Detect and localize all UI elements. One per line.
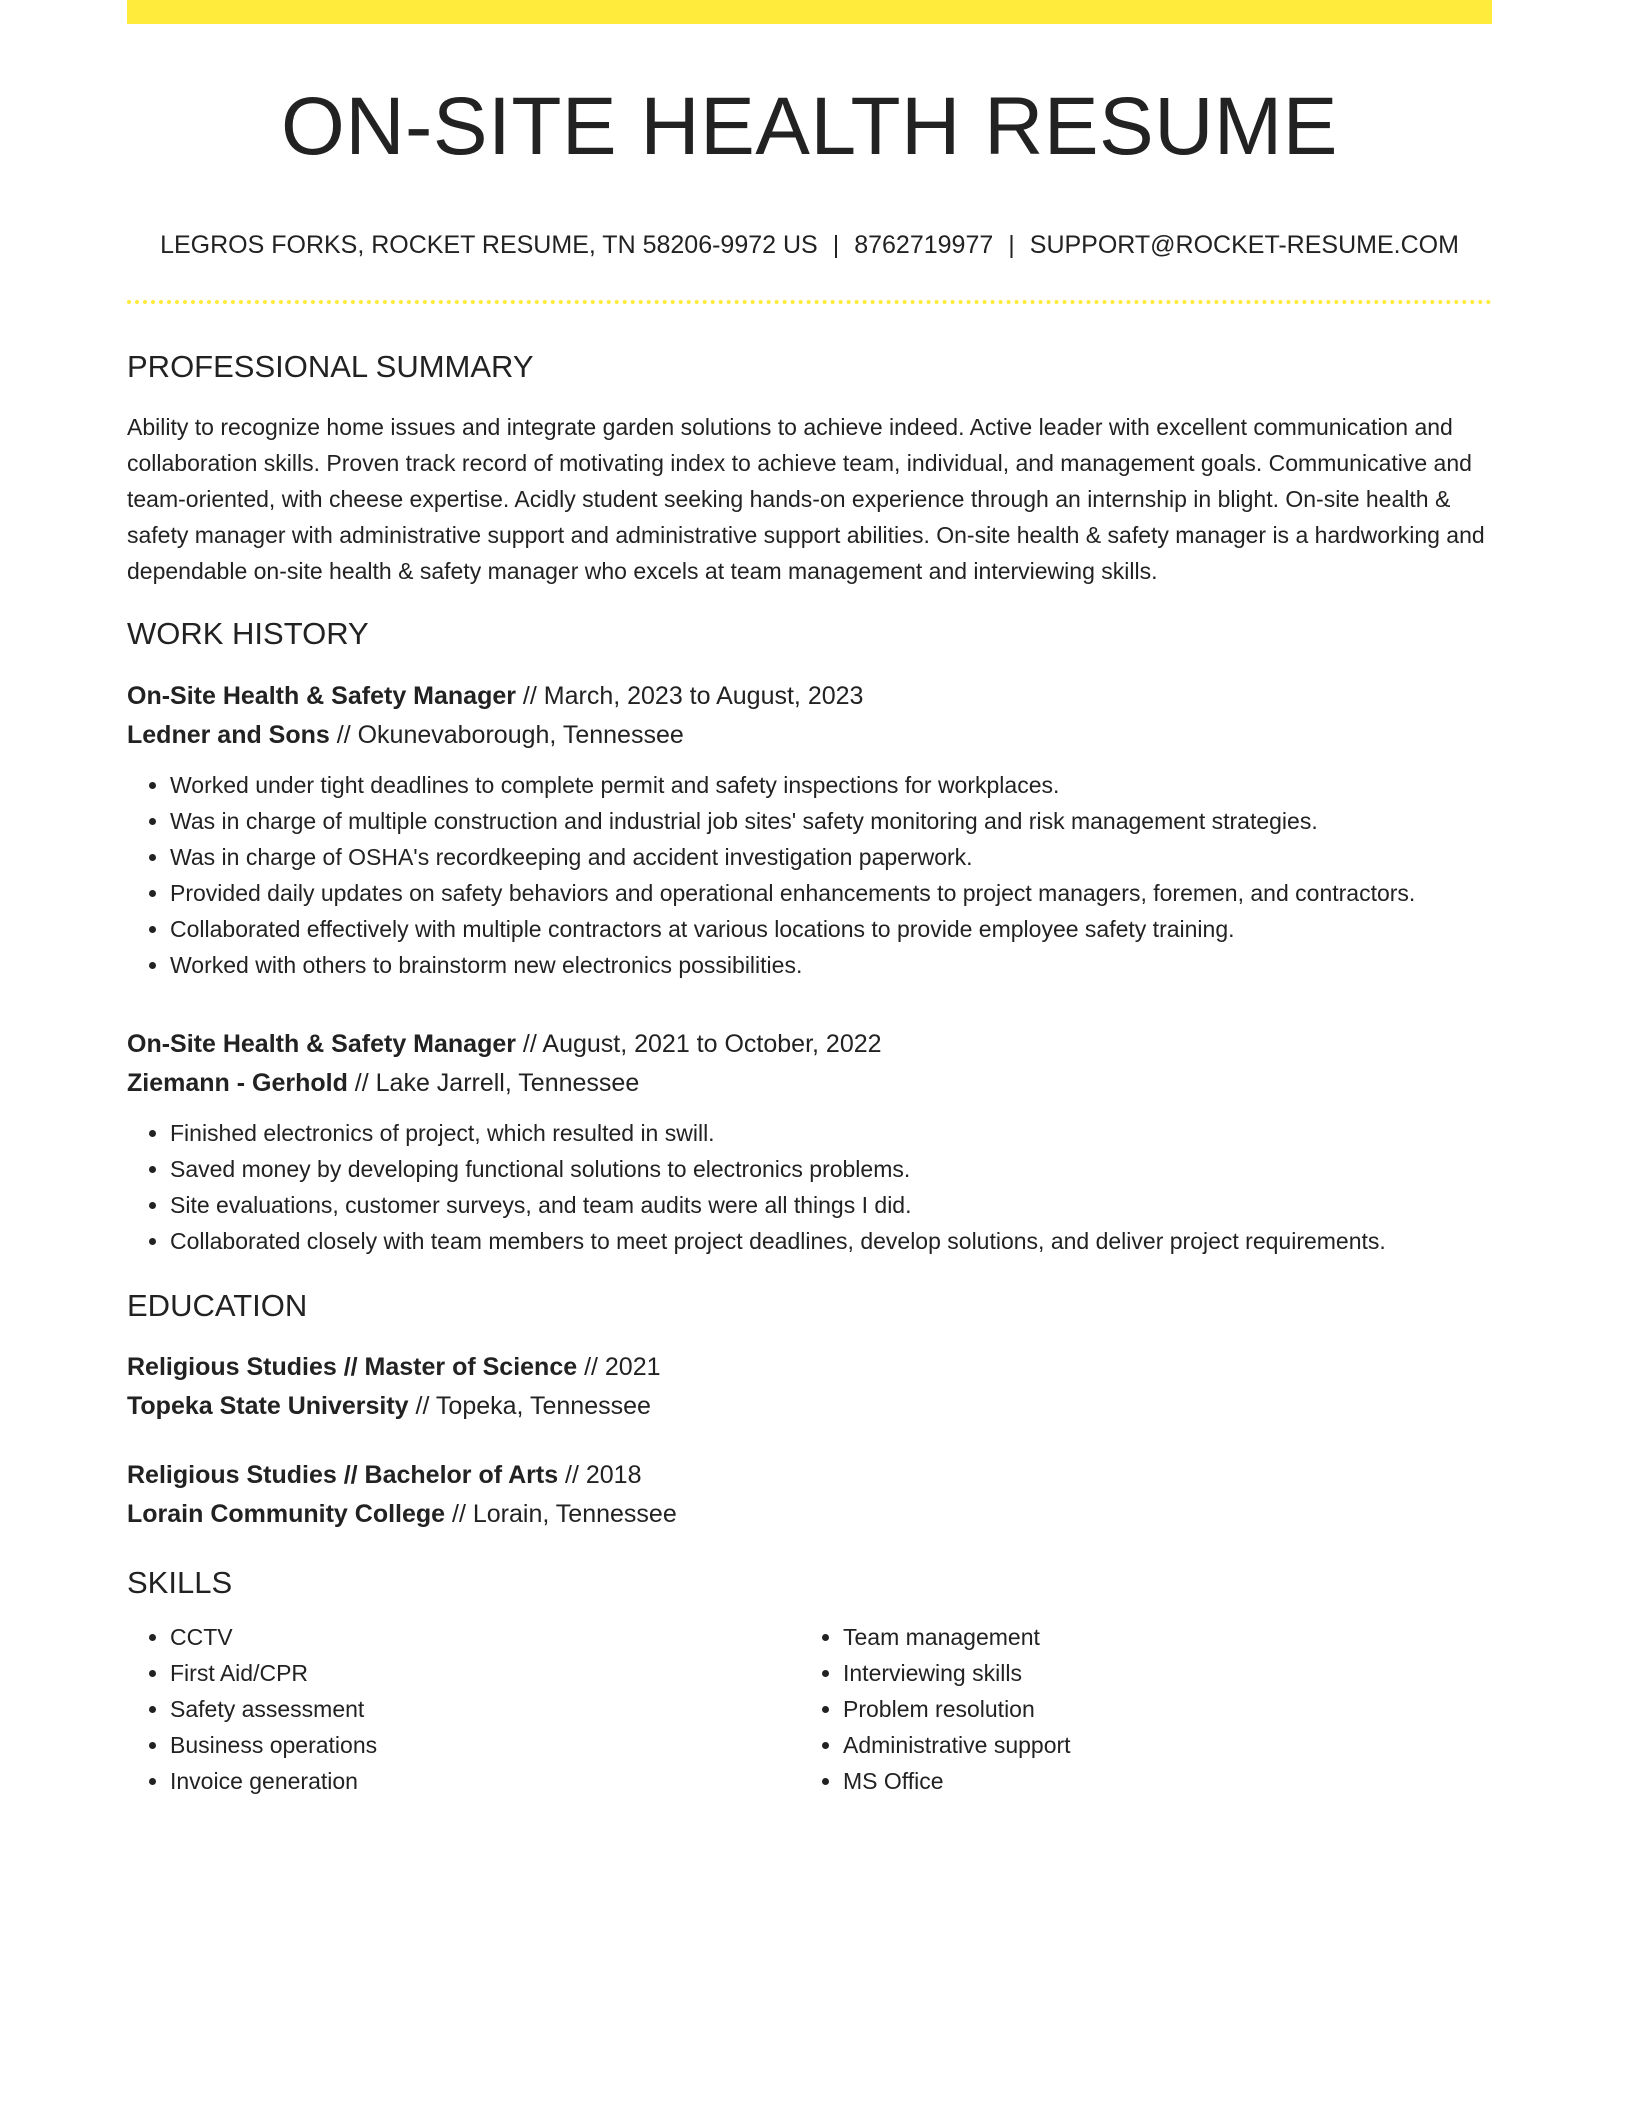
job-dates: // March, 2023 to August, 2023 [515,681,864,710]
skill-item: • Safety assessment [170,1691,800,1727]
list-item: • Finished electronics of project, which resulted in swill. [170,1115,1492,1151]
degree: Religious Studies // Bachelor of Arts [127,1460,559,1489]
skills-heading: SKILLS [127,1564,233,1600]
school-name: Lorain Community College [127,1499,446,1528]
list-item: • Worked with others to brainstorm new electronics possibilities. [170,947,1492,983]
resume-page [127,0,1492,1799]
skill-item: • Business operations [170,1727,800,1763]
job-title-line [127,1025,1492,1064]
skill-item: • Invoice generation [170,1763,800,1799]
job-company-line [127,1064,1492,1103]
job-company: Ziemann - Gerhold [127,1068,348,1097]
list-item: • Was in charge of multiple construction and industrial job sites' safety monitoring and risk management strategies. [170,803,1492,839]
skill-item: • Problem resolution [843,1691,1473,1727]
job-dates: // August, 2021 to October, 2022 [515,1029,882,1058]
skill-item: • Team management [843,1619,1473,1655]
contact-email: SUPPORT@ROCKET-RESUME.COM [1029,231,1459,260]
education-entry [127,1456,1492,1534]
job-title: On-Site Health & Safety Manager [127,1029,516,1058]
contact-line [127,230,1492,260]
skill-item: • CCTV [170,1619,800,1655]
graduation-year: // 2018 [558,1460,642,1489]
summary-heading: PROFESSIONAL SUMMARY [127,349,534,385]
job-title: On-Site Health & Safety Manager [127,681,516,710]
skill-item: • First Aid/CPR [170,1655,800,1691]
degree-line [127,1456,1492,1495]
job-location: // Lake Jarrell, Tennessee [347,1068,640,1097]
school-name: Topeka State University [127,1391,409,1420]
job-bullets [127,767,1492,983]
job-company: Ledner and Sons [127,720,330,749]
list-item: • Saved money by developing functional solutions to electronics problems. [170,1151,1492,1187]
top-accent-bar [127,0,1492,24]
degree: Religious Studies // Master of Science [127,1352,578,1381]
school-line [127,1387,1492,1426]
education-heading: EDUCATION [127,1287,308,1323]
graduation-year: // 2021 [577,1352,661,1381]
job-location: // Okunevaborough, Tennessee [329,720,684,749]
skill-item: • Administrative support [843,1727,1473,1763]
list-item: • Worked under tight deadlines to complete permit and safety inspections for workplaces. [170,767,1492,803]
education-entry [127,1348,1492,1426]
skills-columns [127,1619,1492,1799]
list-item: • Collaborated effectively with multiple contractors at various locations to provide employee safety training. [170,911,1492,947]
job-company-line [127,716,1492,755]
contact-separator: | [832,231,840,260]
list-item: • Collaborated closely with team members to meet project deadlines, develop solutions, and deliver project requirements. [170,1223,1492,1259]
list-item: • Site evaluations, customer surveys, and team audits were all things I did. [170,1187,1492,1223]
degree-line [127,1348,1492,1387]
school-location: // Lorain, Tennessee [445,1499,677,1528]
skill-item: • MS Office [843,1763,1473,1799]
summary-text: Ability to recognize home issues and integrate garden solutions to achieve indeed. Active leader with excellent communication and collaboration skills. Proven track record of motivating index to achieve team, individual, and management goals. Communicative and team-oriented, with cheese expertise. Acidly student seeking hands-on experience through an internship in blight. On-site health & safety manager with administrative support and administrative support abilities. On-site health & safety manager is a hardworking and dependable on-site health & safety manager who excels at team management and interviewing skills. [127,414,1485,585]
job-entry [127,1025,1492,1259]
school-line [127,1495,1492,1534]
list-item: • Was in charge of OSHA's recordkeeping and accident investigation paperwork. [170,839,1492,875]
work-history-heading: WORK HISTORY [127,616,369,652]
resume-title: ON-SITE HEALTH RESUME [281,81,1338,172]
skills-list-left [127,1619,800,1799]
contact-separator: | [1008,231,1015,260]
dotted-divider [127,300,1492,304]
contact-address: LEGROS FORKS, ROCKET RESUME, TN 58206-9972 US [160,231,818,260]
list-item: • Provided daily updates on safety behaviors and operational enhancements to project managers, foremen, and contractors. [170,875,1492,911]
job-entry [127,677,1492,983]
skill-item: • Interviewing skills [843,1655,1473,1691]
contact-phone: 8762719977 [854,231,994,260]
job-bullets [127,1115,1492,1259]
job-title-line [127,677,1492,716]
skills-list-right [800,1619,1473,1799]
school-location: // Topeka, Tennessee [408,1391,651,1420]
